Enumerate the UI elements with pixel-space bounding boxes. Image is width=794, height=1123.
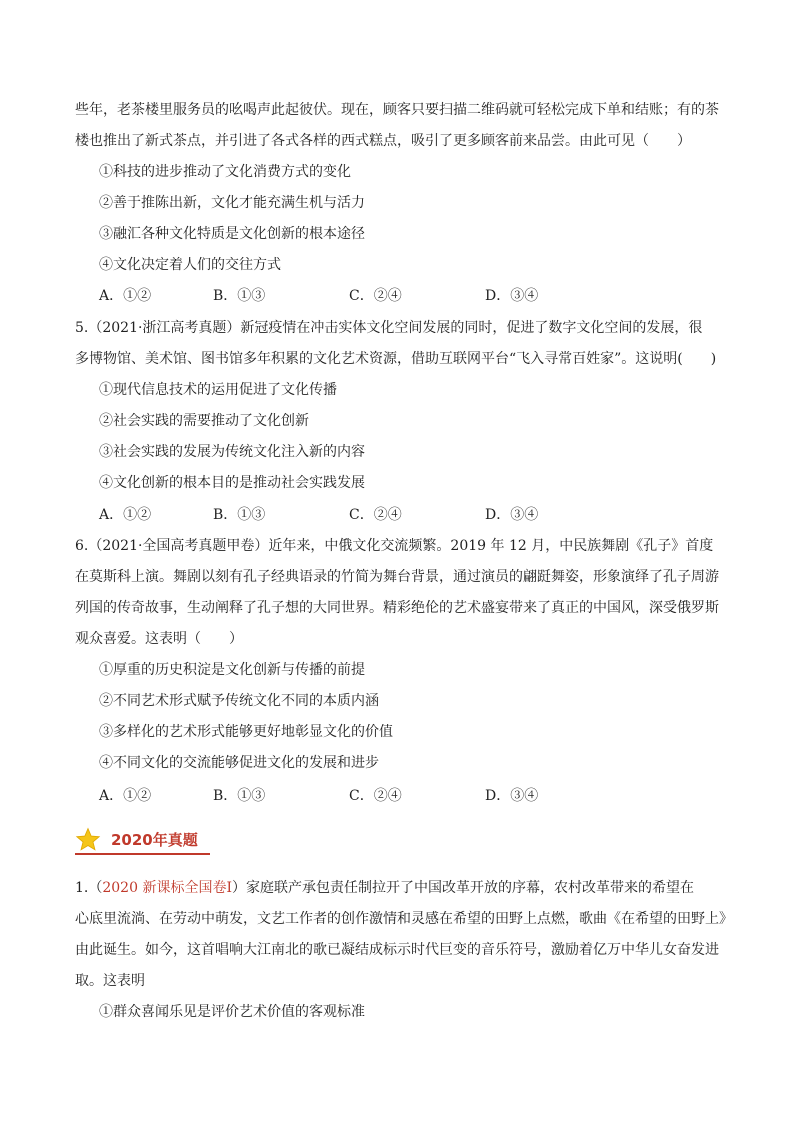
s2-q1-number: 1.（	[75, 880, 103, 896]
q4-option-1: ①科技的进步推动了文化消费方式的变化	[99, 164, 351, 180]
choice-c: C．②④	[349, 788, 402, 804]
q6-option-2: ②不同艺术形式赋予传统文化不同的本质内涵	[99, 693, 379, 709]
q5-option-3: ③社会实践的发展为传统文化注入新的内容	[99, 444, 365, 460]
s2-q1-line-2: 心底里流淌、在劳动中萌发，文艺工作者的创作激情和灵感在希望的田野上点燃，歌曲《在希望的田野上》	[75, 911, 733, 927]
q4-option-4: ④文化决定着人们的交往方式	[99, 257, 281, 273]
q5-option-2: ②社会实践的需要推动了文化创新	[99, 413, 309, 429]
section-heading-2020	[75, 826, 215, 856]
s2-q1-line-3: 由此诞生。如今，这首唱响大江南北的歌已凝结成标示时代巨变的音乐符号，激励着亿万中华儿女奋发进	[75, 942, 719, 958]
choice-d: D．③④	[485, 288, 539, 304]
s2-q1-text: ）家庭联产承包责任制拉开了中国改革开放的序幕，农村改革带来的希望在	[231, 880, 694, 896]
q6-option-3: ③多样化的艺术形式能够更好地彰显文化的价值	[99, 724, 393, 740]
q6-line-3: 列国的传奇故事，生动阐释了孔子想的大同世界。精彩绝伦的艺术盛宴带来了真正的中国风，深受俄罗斯	[75, 600, 719, 616]
q4-option-3: ③融汇各种文化特质是文化创新的根本途径	[99, 226, 365, 242]
q5-option-4: ④文化创新的根本目的是推动社会实践发展	[99, 475, 365, 491]
q5-option-1: ①现代信息技术的运用促进了文化传播	[99, 382, 337, 398]
choice-a: A．①②	[99, 507, 152, 523]
section-underline	[75, 853, 210, 855]
s2-q1-option-1: ①群众喜闻乐见是评价艺术价值的客观标准	[99, 1004, 365, 1020]
choice-b: B．①③	[213, 507, 266, 523]
choice-b: B．①③	[213, 288, 266, 304]
star-icon	[75, 827, 101, 853]
intro-line-1: 些年，老茶楼里服务员的吆喝声此起彼伏。现在，顾客只要扫描二维码就可轻松完成下单和结账；有的茶	[75, 102, 719, 118]
q6-line-2: 在莫斯科上演。舞剧以刻有孔子经典语录的竹简为舞台背景，通过演员的翩跹舞姿，形象演绎了孔子周游	[75, 569, 719, 585]
section-title: 2020年真题	[111, 831, 198, 849]
choice-b: B．①③	[213, 788, 266, 804]
intro-line-2: 楼也推出了新式茶点，并引进了各式各样的西式糕点，吸引了更多顾客前来品尝。由此可见（ ）	[75, 133, 691, 149]
q5-line-2: 多博物馆、美术馆、图书馆多年积累的文化艺术资源，借助互联网平台“飞入寻常百姓家”。这说明( )	[75, 351, 717, 367]
choice-d: D．③④	[485, 788, 539, 804]
q6-option-1: ①厚重的历史积淀是文化创新与传播的前提	[99, 662, 365, 678]
s2-q1-line-4: 取。这表明	[75, 973, 145, 989]
choice-c: C．②④	[349, 288, 402, 304]
s2-q1-source: 2020 新课标全国卷Ⅰ	[102, 880, 232, 896]
q4-option-2: ②善于推陈出新，文化才能充满生机与活力	[99, 195, 365, 211]
q5-line-1: 5.（2021·浙江高考真题）新冠疫情在冲击实体文化空间发展的同时，促进了数字文化空间的发展，很	[75, 320, 703, 336]
q6-line-1: 6.（2021·全国高考真题甲卷）近年来，中俄文化交流频繁。2019 年 12 月，中民族舞剧《孔子》首度	[75, 538, 714, 554]
s2-q1-line-1	[75, 878, 694, 898]
q6-line-4: 观众喜爱。这表明（ ）	[75, 631, 243, 647]
choice-a: A．①②	[99, 788, 152, 804]
choice-d: D．③④	[485, 507, 539, 523]
q6-option-4: ④不同文化的交流能够促进文化的发展和进步	[99, 755, 379, 771]
choice-a: A．①②	[99, 288, 152, 304]
choice-c: C．②④	[349, 507, 402, 523]
